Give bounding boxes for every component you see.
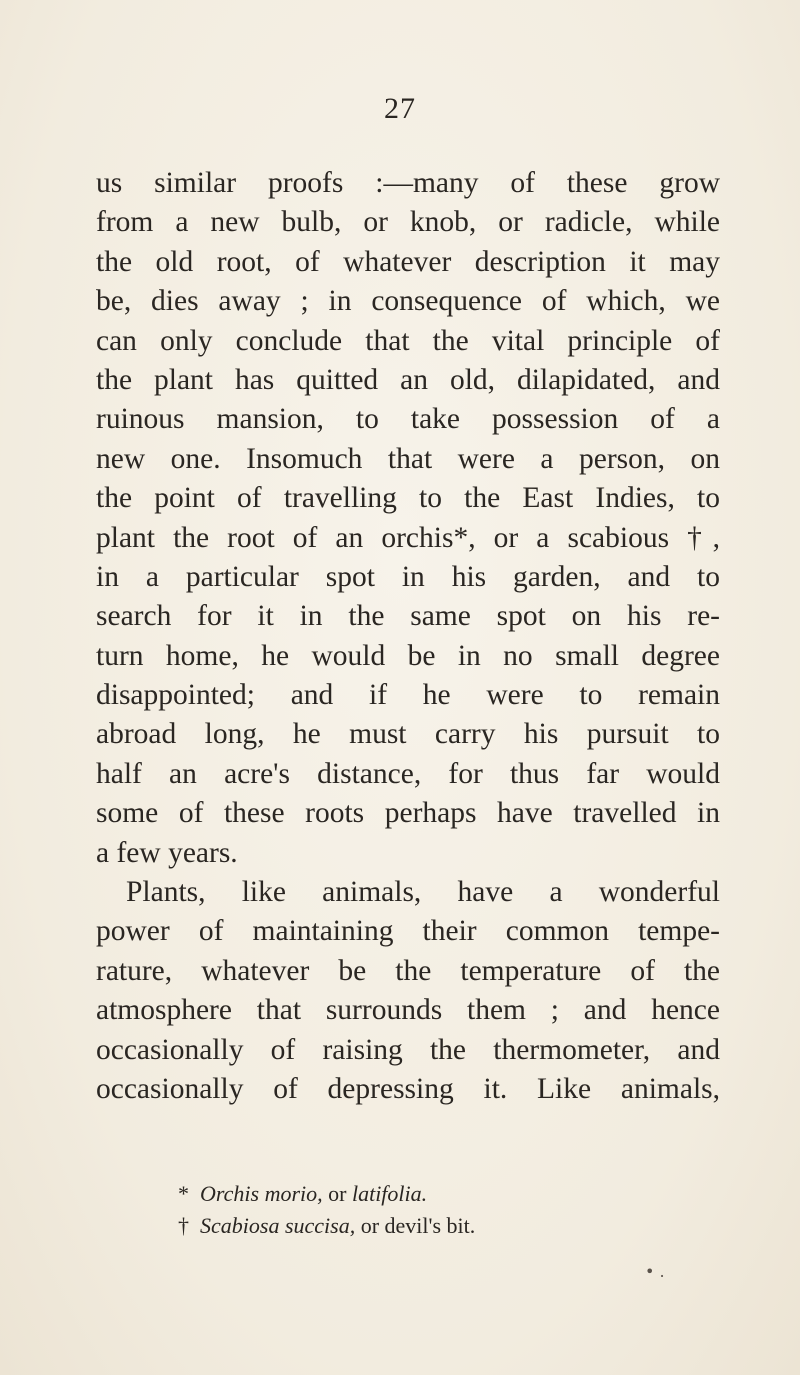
text-line: be, dies away ; in consequence of which, we [96, 285, 720, 318]
text-line: the old root, of whatever description it may [96, 245, 720, 278]
signature-mark: • . [645, 1262, 665, 1281]
footnote-text: or [322, 1181, 352, 1206]
text-line: some of these roots perhaps have travelled in [96, 797, 720, 830]
text-line: abroad long, he must carry his pursuit to [96, 718, 720, 751]
text-line-indented: Plants, like animals, have a wonderful [126, 876, 720, 909]
text-line: rature, whatever be the temperature of the [96, 954, 720, 987]
text-line: turn home, he would be in no small degree [96, 639, 720, 672]
footnote-mark: * [178, 1181, 189, 1206]
footnote-mark: † [178, 1213, 189, 1238]
text-line: from a new bulb, or knob, or radicle, while [96, 206, 720, 239]
footnotes [178, 1178, 718, 1242]
body-text [96, 164, 720, 1109]
text-line: half an acre's distance, for thus far would [96, 757, 720, 790]
text-line: in a particular spot in his garden, and to [96, 560, 720, 593]
footnote-italic: Orchis morio, [200, 1181, 323, 1206]
text-line: can only conclude that the vital principle of [96, 324, 720, 357]
text-line: disappointed; and if he were to remain [96, 679, 720, 712]
text-line: plant the root of an orchis*, or a scabious †, [96, 521, 720, 554]
text-line: occasionally of raising the thermometer, and [96, 1033, 720, 1066]
footnote-text: or devil's bit. [355, 1213, 476, 1238]
footnote [178, 1210, 718, 1242]
text-line: the point of travelling to the East Indies, to [96, 482, 720, 515]
text-line: power of maintaining their common tempe- [96, 915, 720, 948]
text-line: the plant has quitted an old, dilapidated, and [96, 363, 720, 396]
footnote [178, 1178, 718, 1210]
text-line: a few years. [96, 836, 238, 869]
footnote-italic: latifolia. [351, 1181, 428, 1206]
text-line: atmosphere that surrounds them ; and hence [96, 994, 720, 1027]
page-number: 27 [384, 92, 416, 125]
text-line: ruinous mansion, to take possession of a [96, 403, 720, 436]
text-line: us similar proofs :—many of these grow [96, 167, 720, 199]
text-line: occasionally of depressing it. Like animals, [96, 1072, 720, 1105]
footnote-italic: Scabiosa succisa, [200, 1213, 356, 1238]
text-line: new one. Insomuch that were a person, on [96, 442, 720, 475]
text-line: search for it in the same spot on his re- [96, 600, 720, 633]
